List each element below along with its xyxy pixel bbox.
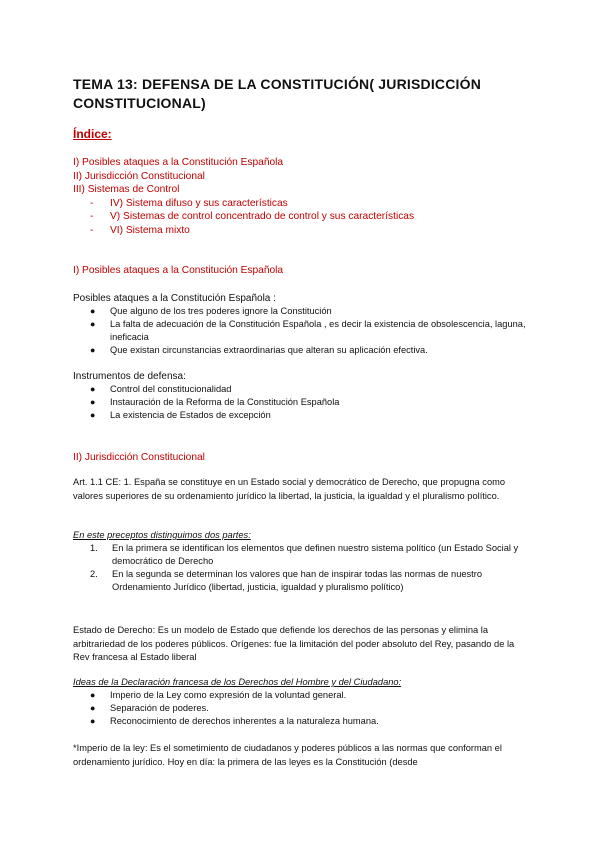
index-list: [73, 156, 533, 237]
section1-heading: I) Posibles ataques a la Constitución Española: [73, 265, 284, 276]
numbered-item: 1. En la primera se identifican los elementos que definen nuestro sistema político (un Estado Social y democrático de Derecho: [90, 543, 519, 566]
list-item: ● Control del constitucionalidad: [90, 384, 232, 394]
list-item: ● Imperio de la Ley como expresión de la voluntad general.: [90, 690, 347, 700]
list-item: ● Separación de poderes.: [90, 703, 209, 713]
list-item: ● Reconocimiento de derechos inherentes a la naturaleza humana.: [90, 716, 379, 726]
ideas-block: [73, 676, 533, 728]
list-item: ● La existencia de Estados de excepción: [90, 410, 271, 420]
list-item: ● Que existan circunstancias extraordinarias que alteran su aplicación efectiva.: [90, 345, 428, 355]
index-heading: Índice:: [73, 127, 112, 141]
instrumentos-intro: Instrumentos de defensa:: [73, 371, 186, 382]
index-item: I) Posibles ataques a la Constitución Española: [73, 157, 284, 168]
ideas-heading: Ideas de la Declaración francesa de los Derechos del Hombre y del Ciudadano:: [73, 677, 402, 687]
index-item: II) Jurisdicción Constitucional: [73, 170, 205, 182]
list-item: ● Instauración de la Reforma de la Constitución Española: [90, 397, 340, 407]
index-subitem: - V) Sistemas de control concentrado de control y sus características: [90, 211, 415, 222]
imperio-ley-text: *Imperio de la ley: Es el sometimiento de ciudadanos y poderes públicos a las normas que conforman el ordenamiento jurídico. Hoy en día: la primera de las leyes es la Constitución (desde: [73, 743, 502, 767]
preceptos-heading: En este preceptos distinguimos dos partes:: [73, 530, 251, 540]
ataques-intro: Posibles ataques a la Constitución Española :: [73, 293, 276, 304]
article-text: Art. 1.1 CE: 1. España se constituye en un Estado social y democrático de Derecho, que propugna como valores superiores de su ordenamiento jurídico la libertad, la justicia, la igualdad y el pluralismo político.: [73, 477, 506, 501]
document-title: TEMA 13: DEFENSA DE LA CONSTITUCIÓN( JURISDICCIÓN CONSTITUCIONAL): [73, 76, 482, 111]
numbered-item: 2. En la segunda se determinan los valores que han de inspirar todas las normas de nuestro Ordenamiento Jurídico (libertad, justicia, igualdad y pluralismo político): [90, 569, 483, 592]
index-item: III) Sistemas de Control: [73, 184, 180, 195]
preceptos-block: [73, 529, 533, 594]
list-item: ● Que alguno de los tres poderes ignore la Constitución: [90, 306, 332, 316]
list-item: ● La falta de adecuación de la Constitución Española , es decir la existencia de obsolescencia, laguna, ineficacia: [90, 319, 526, 342]
section2-heading: II) Jurisdicción Constitucional: [73, 452, 205, 463]
ataques-block: [73, 292, 533, 357]
index-subitem: - IV) Sistema difuso y sus características: [90, 197, 288, 209]
index-subitem: - VI) Sistema mixto: [90, 224, 190, 236]
instrumentos-block: [73, 370, 533, 422]
estado-derecho-text: Estado de Derecho: Es un modelo de Estado que defiende los derechos de las personas y elimina la arbitrariedad de los poderes públicos. Orígenes: fue la limitación del poder absoluto del Rey, pasando de la Rev francesa al Estado liberal: [73, 625, 515, 662]
